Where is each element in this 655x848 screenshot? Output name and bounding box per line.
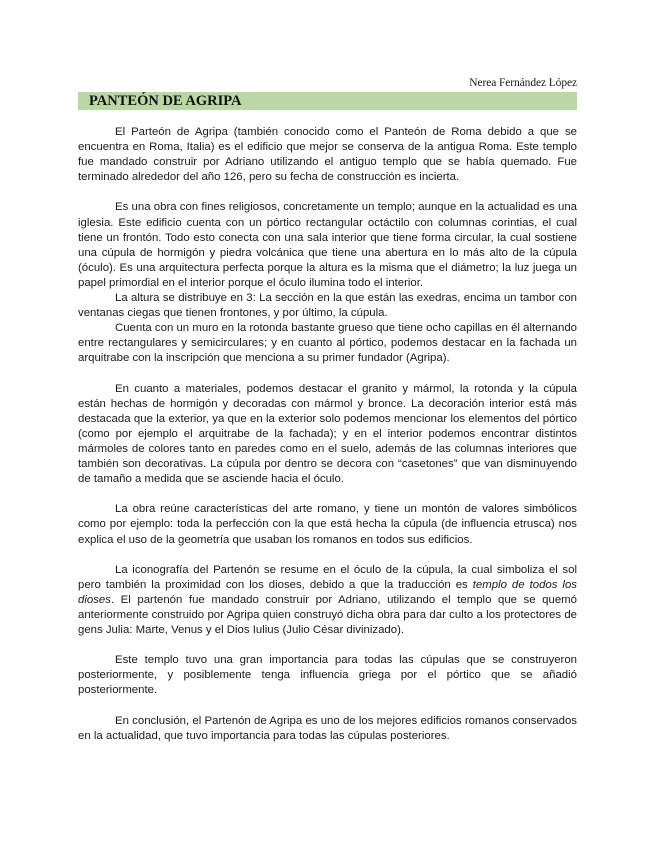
paragraph-intro: El Parteón de Agripa (también conocido como el Panteón de Roma debido a que se encuentra en Roma, Italia) es el edificio que mejor se conserva de la antigua Roma. Este templo fue mandado construir por Adriano utilizando el antiguo templo que se había quemado. Fue terminado alrededor del año 126, pero su fecha de construcción es incierta. <box>78 126 577 184</box>
paragraph-conclusion: En conclusión, el Partenón de Agripa es uno de los mejores edificios romanos conservados en la actualidad, que tuvo importancia para todas las cúpulas posteriores. <box>78 714 577 742</box>
author-name: Nerea Fernández López <box>469 77 577 89</box>
page-title: PANTEÓN DE AGRIPA <box>89 93 242 109</box>
paragraph-importance: Este templo tuvo una gran importancia para todas las cúpulas que se construyeron posteriormente, y posiblemente tenga influencia griega por el pórtico que se añadió posteriormente. <box>78 654 577 697</box>
paragraph-wall: Cuenta con un muro en la rotonda bastante grueso que tiene ocho capillas en él alternando entre rectangulares y semicirculares; y en cuanto al pórtico, podemos destacar en la fachada un arquitrabe con la inscripción que menciona a su primer fundador (Agripa). <box>78 322 577 365</box>
paragraph-materials: En cuanto a materiales, podemos destacar el granito y mármol, la rotonda y la cúpula están hechas de hormigón y decoradas con mármol y bronce. La decoración interior está más destacada que la exterior, ya que en la exterior solo podemos mencionar los elementos del pórtico (como por ejemplo el arquitrabe de la fachada); y en el interior podemos encontrar distintos mármoles de colores tanto en paredes como en el suelo, además de las columnas interiores que también son decorativas. La cúpula por dentro se decora con “casetones” que van disminuyendo de tamaño a medida que se asciende hacia el óculo. <box>78 382 577 486</box>
paragraph-height: La altura se distribuye en 3: La sección en la que están las exedras, encima un tambor con ventanas ciegas que tienen frontones, y por último, la cúpula. <box>78 292 577 320</box>
paragraph-iconography <box>78 563 577 638</box>
title-band <box>78 92 577 110</box>
iconography-text-end: . El partenón fue mandado construir por Adriano, utilizando el templo que se quemó anteriormente construido por Agripa quien construyó dicha obra para dar culto a los protectores de gens Julia: Marte, Venus y el Dios Iulius (Julio César divinizado). <box>78 593 577 637</box>
iconography-text-start: La iconografía del Partenón se resume en el óculo de la cúpula, la cual simboliza el sol pero también la proximidad con los dioses, debido a que la traducción es <box>78 563 577 591</box>
paragraph-symbolism: La obra reúne características del arte romano, y tiene un montón de valores simbólicos como por ejemplo: toda la perfección con la que está hecha la cúpula (de influencia etrusca) nos explica el uso de la geometría que usaban los romanos en todos sus edificios. <box>78 503 577 546</box>
iconography-italic-phrase: templo de todos los dioses <box>78 578 577 606</box>
document-body <box>78 125 577 744</box>
paragraph-description: Es una obra con fines religiosos, concretamente un templo; aunque en la actualidad es una iglesia. Este edificio cuenta con un pórtico rectangular octáctilo con columnas corintias, el cual tiene un frontón. Todo esto conecta con una sala interior que tiene forma circular, la cual sostiene una cúpula de hormigón y piedra volcánica que tiene una abertura en lo más alto de la cúpula (óculo). Es una arquitectura perfecta porque la altura es la misma que el diámetro; la luz juega un papel primordial en el interior porque el óculo ilumina todo el interior. <box>78 201 577 289</box>
